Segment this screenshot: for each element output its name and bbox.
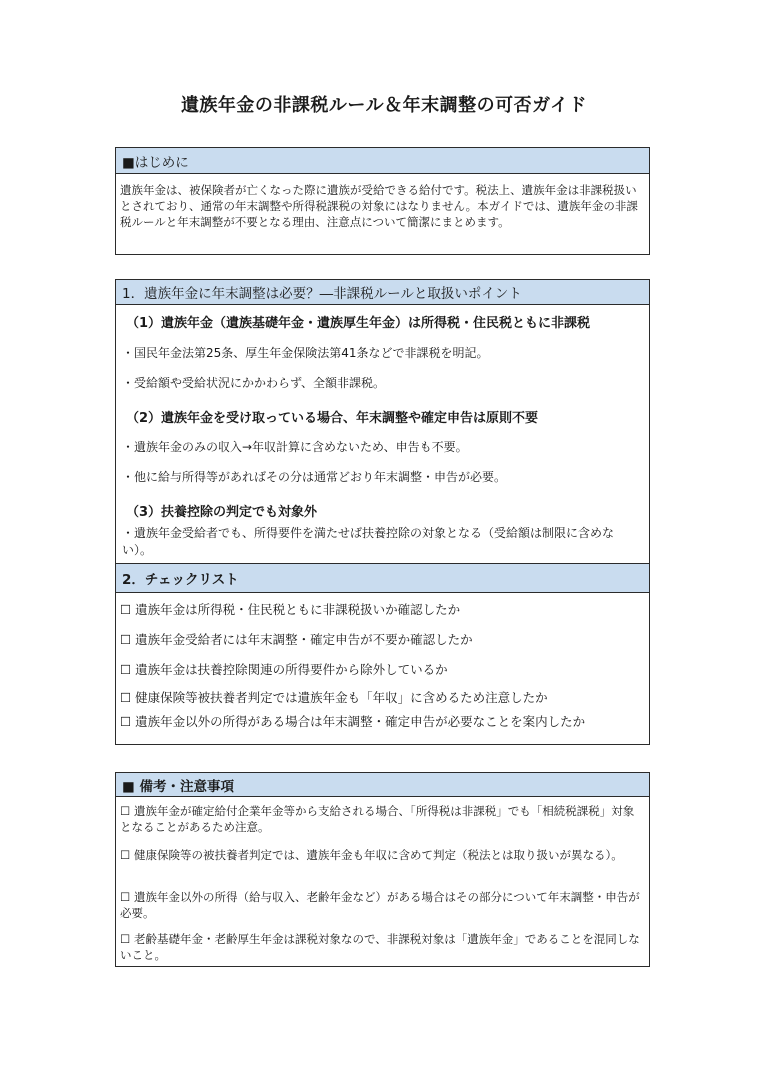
section1-sub2: （2）遺族年金を受け取っている場合、年末調整や確定申告は原則不要 bbox=[126, 411, 539, 426]
sub2-item-1: ・遺族年金のみの収入→年収計算に含めないため、申告も不要。 bbox=[122, 440, 468, 454]
intro-box bbox=[115, 147, 650, 255]
intro-heading: ■はじめに bbox=[116, 148, 649, 174]
checklist-item-2: ☐ 遺族年金受給者には年末調整・確定申告が不要か確認したか bbox=[120, 632, 473, 647]
section2-heading: 2．チェックリスト bbox=[116, 563, 649, 593]
section1-sub3: （3）扶養控除の判定でも対象外 bbox=[126, 505, 318, 520]
checklist-item-5: ☐ 遺族年金以外の所得がある場合は年末調整・確定申告が必要なことを案内したか bbox=[120, 714, 586, 729]
note-item-2: ☐ 健康保険等の被扶養者判定では、遺族年金も年収に含めて判定（税法とは取り扱いが異なる）。 bbox=[120, 848, 623, 862]
checklist-item-3: ☐ 遺族年金は扶養控除関連の所得要件から除外しているか bbox=[120, 662, 448, 677]
sub1-item-1: ・国民年金法第25条、厚生年金保険法第41条などで非課税を明記。 bbox=[122, 346, 489, 360]
notes-box bbox=[115, 772, 650, 967]
intro-text: 遺族年金は、被保険者が亡くなった際に遺族が受給できる給付です。税法上、遺族年金は非課税扱いとされており、通常の年末調整や所得税課税の対象にはなりません。本ガイドでは、遺族年金の非課税ルールと年末調整が不要となる理由、注意点について簡潔にまとめます。 bbox=[120, 183, 638, 229]
note-item-3: ☐ 遺族年金以外の所得（給与収入、老齢年金など）がある場合はその部分について年末調整・申告が必要。 bbox=[120, 890, 640, 920]
main-box bbox=[115, 279, 650, 745]
section1-heading: 1．遺族年金に年末調整は必要？―非課税ルールと取扱いポイント bbox=[116, 280, 649, 305]
note-item-4: ☐ 老齢基礎年金・老齢厚生年金は課税対象なので、非課税対象は「遺族年金」であることを混同しないこと。 bbox=[120, 932, 640, 962]
sub1-item-2: ・受給額や受給状況にかかわらず、全額非課税。 bbox=[122, 376, 386, 390]
section1-sub1: （1）遺族年金（遺族基礎年金・遺族厚生年金）は所得税・住民税ともに非課税 bbox=[126, 316, 591, 331]
sub3-item-1: ・遺族年金受給者でも、所得要件を満たせば扶養控除の対象となる（受給額は制限に含めない）。 bbox=[122, 526, 615, 557]
sub2-item-2: ・他に給与所得等があればその分は通常どおり年末調整・申告が必要。 bbox=[122, 470, 507, 484]
document-title: 遺族年金の非課税ルール＆年末調整の可否ガイド bbox=[180, 95, 588, 116]
checklist-item-4: ☐ 健康保険等被扶養者判定では遺族年金も「年収」に含めるため注意したか bbox=[120, 690, 548, 705]
note-item-1: ☐ 遺族年金が確定給付企業年金等から支給される場合、「所得税は非課税」でも「相続税課税」対象となることがあるため注意。 bbox=[120, 804, 635, 834]
notes-heading: ■ 備考・注意事項 bbox=[116, 773, 649, 797]
checklist-item-1: ☐ 遺族年金は所得税・住民税ともに非課税扱いか確認したか bbox=[120, 602, 461, 617]
